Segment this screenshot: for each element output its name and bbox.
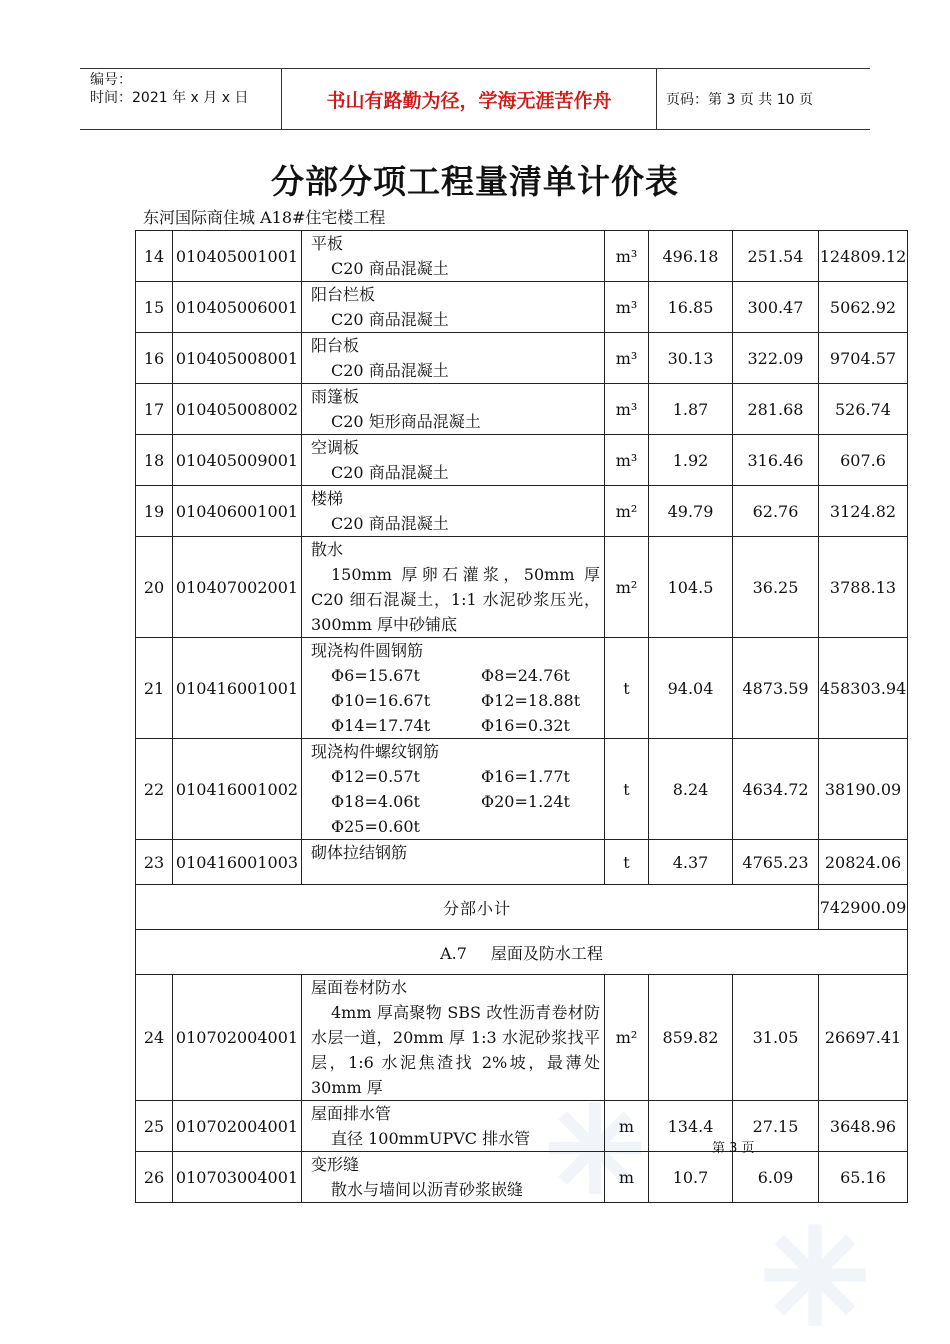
item-description — [302, 537, 605, 638]
item-unit: m² — [605, 486, 649, 537]
item-unit: t — [605, 638, 649, 739]
item-unit: m — [605, 1101, 649, 1152]
item-code: 010407002001 — [173, 537, 302, 638]
item-total: 65.16 — [819, 1152, 908, 1203]
subtotal-value: 742900.09 — [819, 885, 908, 930]
item-total: 526.74 — [819, 384, 908, 435]
rebar-spec-list — [311, 764, 604, 839]
item-code: 010702004001 — [173, 975, 302, 1101]
item-code: 010405008001 — [173, 333, 302, 384]
item-no: 16 — [136, 333, 173, 384]
table-row — [136, 435, 908, 486]
item-name: 砌体拉结钢筋 — [311, 843, 408, 862]
item-quantity: 859.82 — [649, 975, 733, 1101]
item-spec: C20 矩形商品混凝土 — [331, 412, 481, 431]
item-description — [302, 739, 605, 840]
item-description — [302, 1152, 605, 1203]
bill-table — [135, 230, 908, 1203]
item-unit-price: 4873.59 — [733, 638, 819, 739]
item-description — [302, 486, 605, 537]
item-unit: m³ — [605, 231, 649, 282]
item-code: 010702004001 — [173, 1101, 302, 1152]
item-quantity: 134.4 — [649, 1101, 733, 1152]
item-unit-price: 6.09 — [733, 1152, 819, 1203]
item-no: 20 — [136, 537, 173, 638]
item-total: 458303.94 — [819, 638, 908, 739]
item-description — [302, 435, 605, 486]
item-no: 21 — [136, 638, 173, 739]
item-no: 25 — [136, 1101, 173, 1152]
item-unit: m³ — [605, 384, 649, 435]
item-unit-price: 281.68 — [733, 384, 819, 435]
item-unit-price: 4765.23 — [733, 840, 819, 885]
rebar-spec: Φ12=0.57t — [331, 767, 420, 786]
table-row — [136, 1101, 908, 1152]
table-row — [136, 282, 908, 333]
item-spec: C20 商品混凝土 — [331, 310, 449, 329]
item-code: 010416001002 — [173, 739, 302, 840]
rebar-spec: Φ25=0.60t — [331, 817, 420, 836]
item-quantity: 8.24 — [649, 739, 733, 840]
rebar-spec: Φ14=17.74t — [331, 716, 431, 735]
item-no: 17 — [136, 384, 173, 435]
item-no: 15 — [136, 282, 173, 333]
item-name: 散水 — [311, 540, 344, 559]
item-no: 23 — [136, 840, 173, 885]
item-spec: 4mm 厚高聚物 SBS 改性沥青卷材防水层一道，20mm 厚 1:3 水泥砂浆找平层，1:6 水泥焦渣找 2%坡，最薄处 30mm 厚 — [311, 1003, 600, 1097]
item-description — [302, 638, 605, 739]
item-quantity: 30.13 — [649, 333, 733, 384]
item-no: 18 — [136, 435, 173, 486]
item-unit: m³ — [605, 333, 649, 384]
item-name: 阳台栏板 — [311, 285, 376, 304]
item-quantity: 10.7 — [649, 1152, 733, 1203]
item-quantity: 1.87 — [649, 384, 733, 435]
item-unit-price: 31.05 — [733, 975, 819, 1101]
item-spec: C20 商品混凝土 — [331, 259, 449, 278]
item-total: 5062.92 — [819, 282, 908, 333]
item-no: 24 — [136, 975, 173, 1101]
section-name: 屋面及防水工程 — [490, 943, 603, 963]
section-row — [136, 930, 908, 975]
rebar-spec: Φ20=1.24t — [481, 792, 570, 811]
header-meta — [80, 69, 280, 129]
item-unit: m³ — [605, 282, 649, 333]
motto: 书山有路勤为径，学海无涯苦作舟 — [281, 69, 657, 129]
item-total: 124809.12 — [819, 231, 908, 282]
item-unit-price: 322.09 — [733, 333, 819, 384]
item-quantity: 496.18 — [649, 231, 733, 282]
item-description — [302, 1101, 605, 1152]
document-header — [80, 68, 870, 130]
item-total: 3788.13 — [819, 537, 908, 638]
item-description — [302, 282, 605, 333]
item-quantity: 94.04 — [649, 638, 733, 739]
item-quantity: 16.85 — [649, 282, 733, 333]
table-row — [136, 384, 908, 435]
section-code: A.7 — [440, 943, 467, 963]
table-row — [136, 537, 908, 638]
table-row — [136, 739, 908, 840]
item-name: 现浇构件圆钢筋 — [311, 641, 424, 660]
item-quantity: 104.5 — [649, 537, 733, 638]
table-row — [136, 840, 908, 885]
rebar-spec: Φ8=24.76t — [481, 666, 570, 685]
item-name: 屋面卷材防水 — [311, 978, 408, 997]
item-unit-price: 4634.72 — [733, 739, 819, 840]
item-total: 607.6 — [819, 435, 908, 486]
item-no: 14 — [136, 231, 173, 282]
item-name: 楼梯 — [311, 489, 344, 508]
table-row — [136, 333, 908, 384]
item-spec: C20 商品混凝土 — [331, 361, 449, 380]
item-unit: m — [605, 1152, 649, 1203]
item-total: 3124.82 — [819, 486, 908, 537]
page-title: 分部分项工程量清单计价表 — [271, 162, 679, 201]
item-name: 阳台板 — [311, 336, 360, 355]
item-code: 010405008002 — [173, 384, 302, 435]
item-unit: m³ — [605, 435, 649, 486]
item-description — [302, 975, 605, 1101]
item-name: 现浇构件螺纹钢筋 — [311, 742, 440, 761]
rebar-spec: Φ12=18.88t — [481, 691, 581, 710]
item-code: 010416001001 — [173, 638, 302, 739]
item-spec: C20 商品混凝土 — [331, 514, 449, 533]
item-total: 9704.57 — [819, 333, 908, 384]
item-unit-price: 300.47 — [733, 282, 819, 333]
page-footer: 第 3 页 — [712, 1141, 755, 1156]
item-quantity: 1.92 — [649, 435, 733, 486]
item-total: 38190.09 — [819, 739, 908, 840]
item-unit: t — [605, 739, 649, 840]
item-unit-price: 27.15 — [733, 1101, 819, 1152]
table-row — [136, 486, 908, 537]
page-info: 页码：第 3 页 共 10 页 — [666, 92, 813, 108]
rebar-spec: Φ6=15.67t — [331, 666, 420, 685]
item-code: 010405006001 — [173, 282, 302, 333]
item-unit: m² — [605, 537, 649, 638]
item-code: 010416001003 — [173, 840, 302, 885]
item-name: 空调板 — [311, 438, 360, 457]
time-label: 时间：2021 年 x 月 x 日 — [90, 90, 249, 106]
number-label: 编号： — [90, 72, 132, 88]
item-name: 平板 — [311, 234, 344, 253]
item-spec: 散水与墙间以沥青砂浆嵌缝 — [331, 1180, 524, 1199]
item-code: 010405009001 — [173, 435, 302, 486]
item-code: 010405001001 — [173, 231, 302, 282]
item-unit: t — [605, 840, 649, 885]
item-code: 010406001001 — [173, 486, 302, 537]
item-unit: m² — [605, 975, 649, 1101]
item-description — [302, 384, 605, 435]
item-spec: C20 商品混凝土 — [331, 463, 449, 482]
table-row — [136, 638, 908, 739]
table-row — [136, 975, 908, 1101]
rebar-spec: Φ16=1.77t — [481, 767, 570, 786]
item-unit-price: 62.76 — [733, 486, 819, 537]
item-total: 26697.41 — [819, 975, 908, 1101]
item-no: 22 — [136, 739, 173, 840]
rebar-spec: Φ18=4.06t — [331, 792, 420, 811]
item-quantity: 49.79 — [649, 486, 733, 537]
item-unit-price: 316.46 — [733, 435, 819, 486]
item-no: 26 — [136, 1152, 173, 1203]
project-name: 东河国际商住城 A18#住宅楼工程 — [143, 208, 386, 227]
rebar-spec-list — [311, 663, 604, 738]
item-description — [302, 231, 605, 282]
item-code: 010703004001 — [173, 1152, 302, 1203]
rebar-spec: Φ10=16.67t — [331, 691, 431, 710]
item-unit-price: 36.25 — [733, 537, 819, 638]
item-no: 19 — [136, 486, 173, 537]
rebar-spec: Φ16=0.32t — [481, 716, 570, 735]
item-quantity: 4.37 — [649, 840, 733, 885]
item-name: 变形缝 — [311, 1155, 360, 1174]
item-spec: 直径 100mmUPVC 排水管 — [331, 1129, 531, 1148]
item-name: 屋面排水管 — [311, 1104, 392, 1123]
item-name: 雨篷板 — [311, 387, 360, 406]
item-unit-price: 251.54 — [733, 231, 819, 282]
section-heading — [136, 930, 908, 975]
item-total: 20824.06 — [819, 840, 908, 885]
item-total: 3648.96 — [819, 1101, 908, 1152]
table-row — [136, 1152, 908, 1203]
item-description — [302, 333, 605, 384]
item-description — [302, 840, 605, 885]
item-spec: 150mm 厚卵石灌浆，50mm 厚 C20 细石混凝土，1:1 水泥砂浆压光，300mm 厚中砂铺底 — [311, 565, 600, 634]
subtotal-label: 分部小计 — [136, 885, 819, 930]
watermark-emblem — [760, 1220, 870, 1330]
table-row — [136, 231, 908, 282]
subtotal-row — [136, 885, 908, 930]
